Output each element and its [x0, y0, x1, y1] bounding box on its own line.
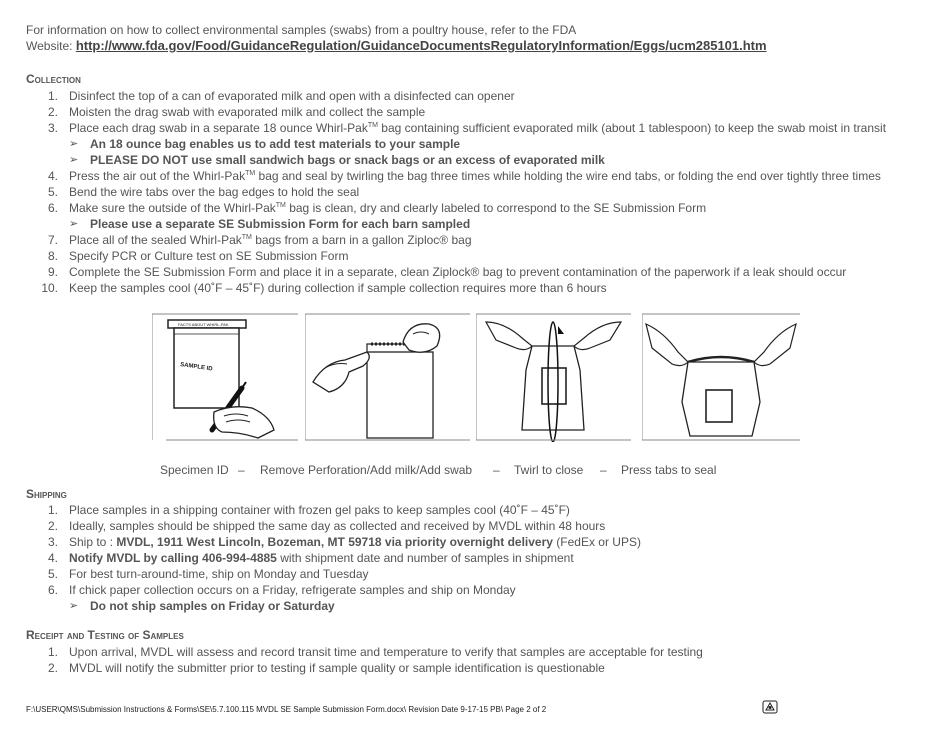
intro-text: For information on how to collect environmental samples (swabs) from a poultry house, refer to the FDA: [26, 23, 577, 37]
bag-label-print: FACTS ABOUT WHIRL-PAK: [178, 322, 229, 327]
list-number: 8.: [47, 249, 58, 263]
collection-note-no-small-bags: PLEASE DO NOT use small sandwich bags or snack bags or an excess of evaporated milk: [90, 153, 605, 167]
caption-dash: –: [238, 463, 245, 477]
caption-dash: –: [493, 463, 500, 477]
collection-item-5: Bend the wire tabs over the bag edges to hold the seal: [69, 185, 360, 199]
shipping-item-1: Place samples in a shipping container with frozen gel paks to keep samples cool (40˚F – 45˚F): [69, 503, 570, 517]
list-number: 1.: [47, 645, 58, 659]
list-number: 2.: [47, 105, 58, 119]
website-label: Website:: [26, 39, 73, 53]
shipping-item-6: If chick paper collection occurs on a Friday, refrigerate samples and ship on Monday: [69, 583, 516, 597]
list-number: 4.: [47, 169, 58, 183]
twirl-to-close-illustration: [476, 312, 631, 442]
collection-item-3: Place each drag swab in a separate 18 ounce Whirl-Pak™ bag containing sufficient evaporated milk (about 1 tablespoon) to keep the swab moist in transit: [69, 121, 887, 135]
list-number: 5.: [47, 567, 58, 581]
list-number: 3.: [47, 121, 58, 135]
arrow-bullet-icon: ➢: [69, 218, 79, 230]
list-number: 4.: [47, 551, 58, 565]
collection-note-separate-form: Please use a separate SE Submission Form for each barn sampled: [90, 217, 471, 231]
collection-item-1: Disinfect the top of a can of evaporated milk and open with a disinfected can opener: [69, 89, 515, 103]
bag-sample-id-handwriting: SAMPLE ID: [179, 362, 213, 373]
collection-item-10: Keep the samples cool (40˚F – 45˚F) during collection if sample collection requires more than 6 hours: [69, 281, 607, 295]
collection-item-2: Moisten the drag swab with evaporated milk and collect the sample: [69, 105, 426, 119]
remove-perforation-illustration: [305, 312, 470, 442]
list-number: 6.: [47, 583, 58, 597]
list-number: 9.: [47, 265, 58, 279]
list-number: 10.: [41, 281, 58, 295]
collection-item-9: Complete the SE Submission Form and place it in a separate, clean Ziplock® bag to prevent contamination of the paperwork if a leak should occur: [69, 265, 847, 279]
specimen-id-illustration: [152, 312, 298, 442]
collection-note-bag-size: An 18 ounce bag enables us to add test materials to your sample: [90, 137, 461, 151]
shipping-note-no-friday: Do not ship samples on Friday or Saturday: [90, 599, 335, 613]
caption-press-tabs: Press tabs to seal: [621, 463, 717, 477]
shipping-heading: Shipping: [26, 487, 67, 501]
caption-dash: –: [600, 463, 607, 477]
caption-specimen-id: Specimen ID: [160, 463, 229, 477]
collection-heading: Collection: [26, 72, 81, 86]
fda-website-link[interactable]: http://www.fda.gov/Food/GuidanceRegulation/GuidanceDocumentsRegulatoryInformation/Eggs/ucm285101.htm: [75, 38, 767, 53]
shipping-item-3: Ship to : MVDL, 1911 West Lincoln, Bozeman, MT 59718 via priority overnight delivery (FedEx or UPS): [69, 535, 641, 549]
shipping-address: MVDL, 1911 West Lincoln, Bozeman, MT 59718 via priority overnight delivery: [116, 535, 553, 549]
list-number: 6.: [47, 201, 58, 215]
receipt-item-1: Upon arrival, MVDL will assess and record transit time and temperature to verify that samples are acceptable for testing: [69, 645, 703, 659]
receipt-item-2: MVDL will notify the submitter prior to testing if sample quality or sample identification is questionable: [69, 661, 605, 675]
shipping-item-4: Notify MVDL by calling 406-994-4885 with shipment date and number of samples in shipment: [69, 551, 574, 565]
collection-item-8: Specify PCR or Culture test on SE Submission Form: [69, 249, 349, 263]
list-number: 2.: [47, 519, 58, 533]
recycle-logo-icon: [762, 700, 778, 714]
collection-item-7: Place all of the sealed Whirl-Pak™ bags from a barn in a gallon Ziploc® bag: [69, 233, 472, 247]
press-tabs-illustration: [642, 312, 800, 442]
shipping-item-5: For best turn-around-time, ship on Monday and Tuesday: [69, 567, 369, 581]
list-number: 1.: [47, 89, 58, 103]
receipt-heading: Receipt and Testing of Samples: [26, 628, 184, 642]
caption-twirl: Twirl to close: [514, 463, 584, 477]
document-footer-path: F:\USER\QMS\Submission Instructions & Forms\SE\5.7.100.115 MVDL SE Sample Submission Form.docx\ Revision Date 9-17-15 PB\ Page 2 of 2: [26, 705, 547, 714]
notify-phone: Notify MVDL by calling 406-994-4885: [69, 551, 277, 565]
arrow-bullet-icon: ➢: [69, 600, 79, 612]
collection-item-6: Make sure the outside of the Whirl-Pak™ bag is clean, dry and clearly labeled to correspond to the SE Submission Form: [69, 201, 707, 215]
list-number: 5.: [47, 185, 58, 199]
arrow-bullet-icon: ➢: [69, 154, 79, 166]
shipping-item-2: Ideally, samples should be shipped the same day as collected and received by MVDL within 48 hours: [69, 519, 606, 533]
list-number: 2.: [47, 661, 58, 675]
arrow-bullet-icon: ➢: [69, 138, 79, 150]
list-number: 7.: [47, 233, 58, 247]
caption-remove-perforation: Remove Perforation/Add milk/Add swab: [260, 463, 473, 477]
list-number: 3.: [47, 535, 58, 549]
website-line: [26, 38, 767, 54]
list-number: 1.: [47, 503, 58, 517]
collection-item-4: Press the air out of the Whirl-Pak™ bag and seal by twirling the bag three times while holding the wire end tabs, or folding the end over tightly three times: [69, 169, 881, 183]
